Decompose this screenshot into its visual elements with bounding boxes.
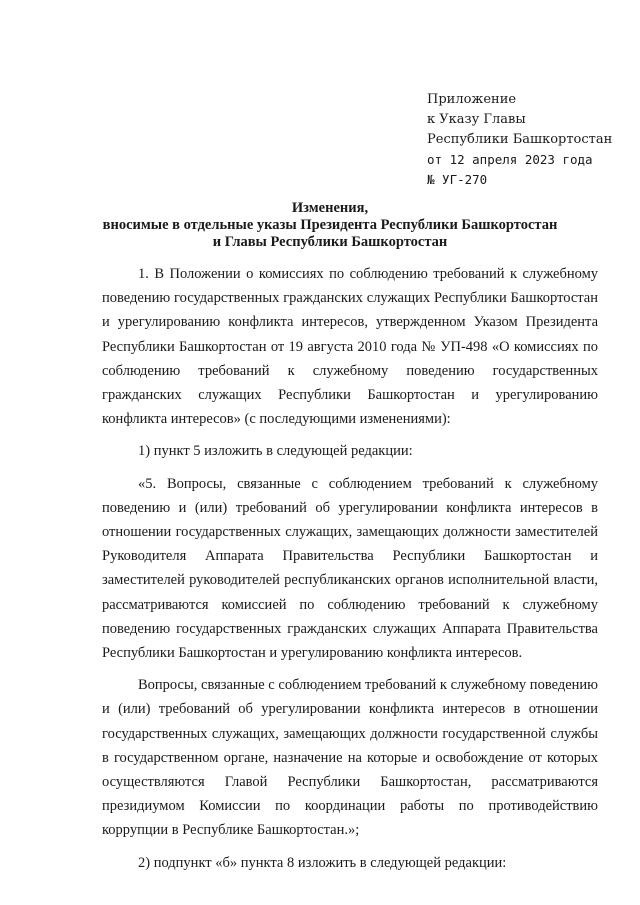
- paragraph-5: 2) подпункт «б» пункта 8 изложить в следующей редакции:: [138, 854, 507, 871]
- document-body: [102, 262, 598, 875]
- appendix-date: от 12 апреля 2023 года: [427, 152, 593, 167]
- paragraph-1: 1. В Положении о комиссиях по соблюдению требований к служебному поведению государственных гражданских служащих Республики Башкортостан и урегулированию конфликта интересов, утвержденном Указом Президента Республики Башкортостан от 19 августа 2010 года № УП-498 «О комиссиях по соблюдению требований к служебному поведению государственных гражданских служащих Республики Башкортостан и урегулированию конфликта интересов» (с последующими изменениями):: [102, 266, 598, 428]
- appendix-republic: Республики Башкортостан: [427, 132, 613, 147]
- appendix-label: Приложение: [427, 92, 517, 107]
- paragraph-4: Вопросы, связанные с соблюдением требований к служебному поведению и (или) требований об урегулировании конфликта интересов в отношении государственных служащих, замещающих должности государственной службы в государственном органе, назначение на которые и освобождение от которых осуществляются Главой Республики Башкортостан, рассматриваются президиумом Комиссии по координации работы по противодействию коррупции в Республике Башкортостан.»;: [102, 677, 598, 839]
- title-line-3: и Главы Республики Башкортостан: [212, 234, 448, 250]
- title-line-2: вносимые в отдельные указы Президента Республики Башкортостан: [102, 217, 558, 233]
- appendix-block: [427, 90, 617, 190]
- paragraph-3: «5. Вопросы, связанные с соблюдением требований к служебному поведению и (или) требований об урегулировании конфликта интересов в отношении государственных служащих, замещающих должности заместителей Руководителя Аппарата Правительства Республики Башкортостан и заместителей руководителей республиканских органов исполнительной власти, рассматриваются комиссией по соблюдению требований к служебному поведению государственных гражданских служащих Аппарата Правительства Республики Башкортостан и урегулированию конфликта интересов.: [102, 475, 598, 662]
- document-title: [80, 200, 580, 251]
- appendix-decree-ref: к Указу Главы: [427, 112, 526, 127]
- title-line-1: Изменения,: [291, 200, 369, 216]
- paragraph-2: 1) пункт 5 изложить в следующей редакции:: [138, 443, 413, 460]
- appendix-number: № УГ-270: [427, 172, 488, 187]
